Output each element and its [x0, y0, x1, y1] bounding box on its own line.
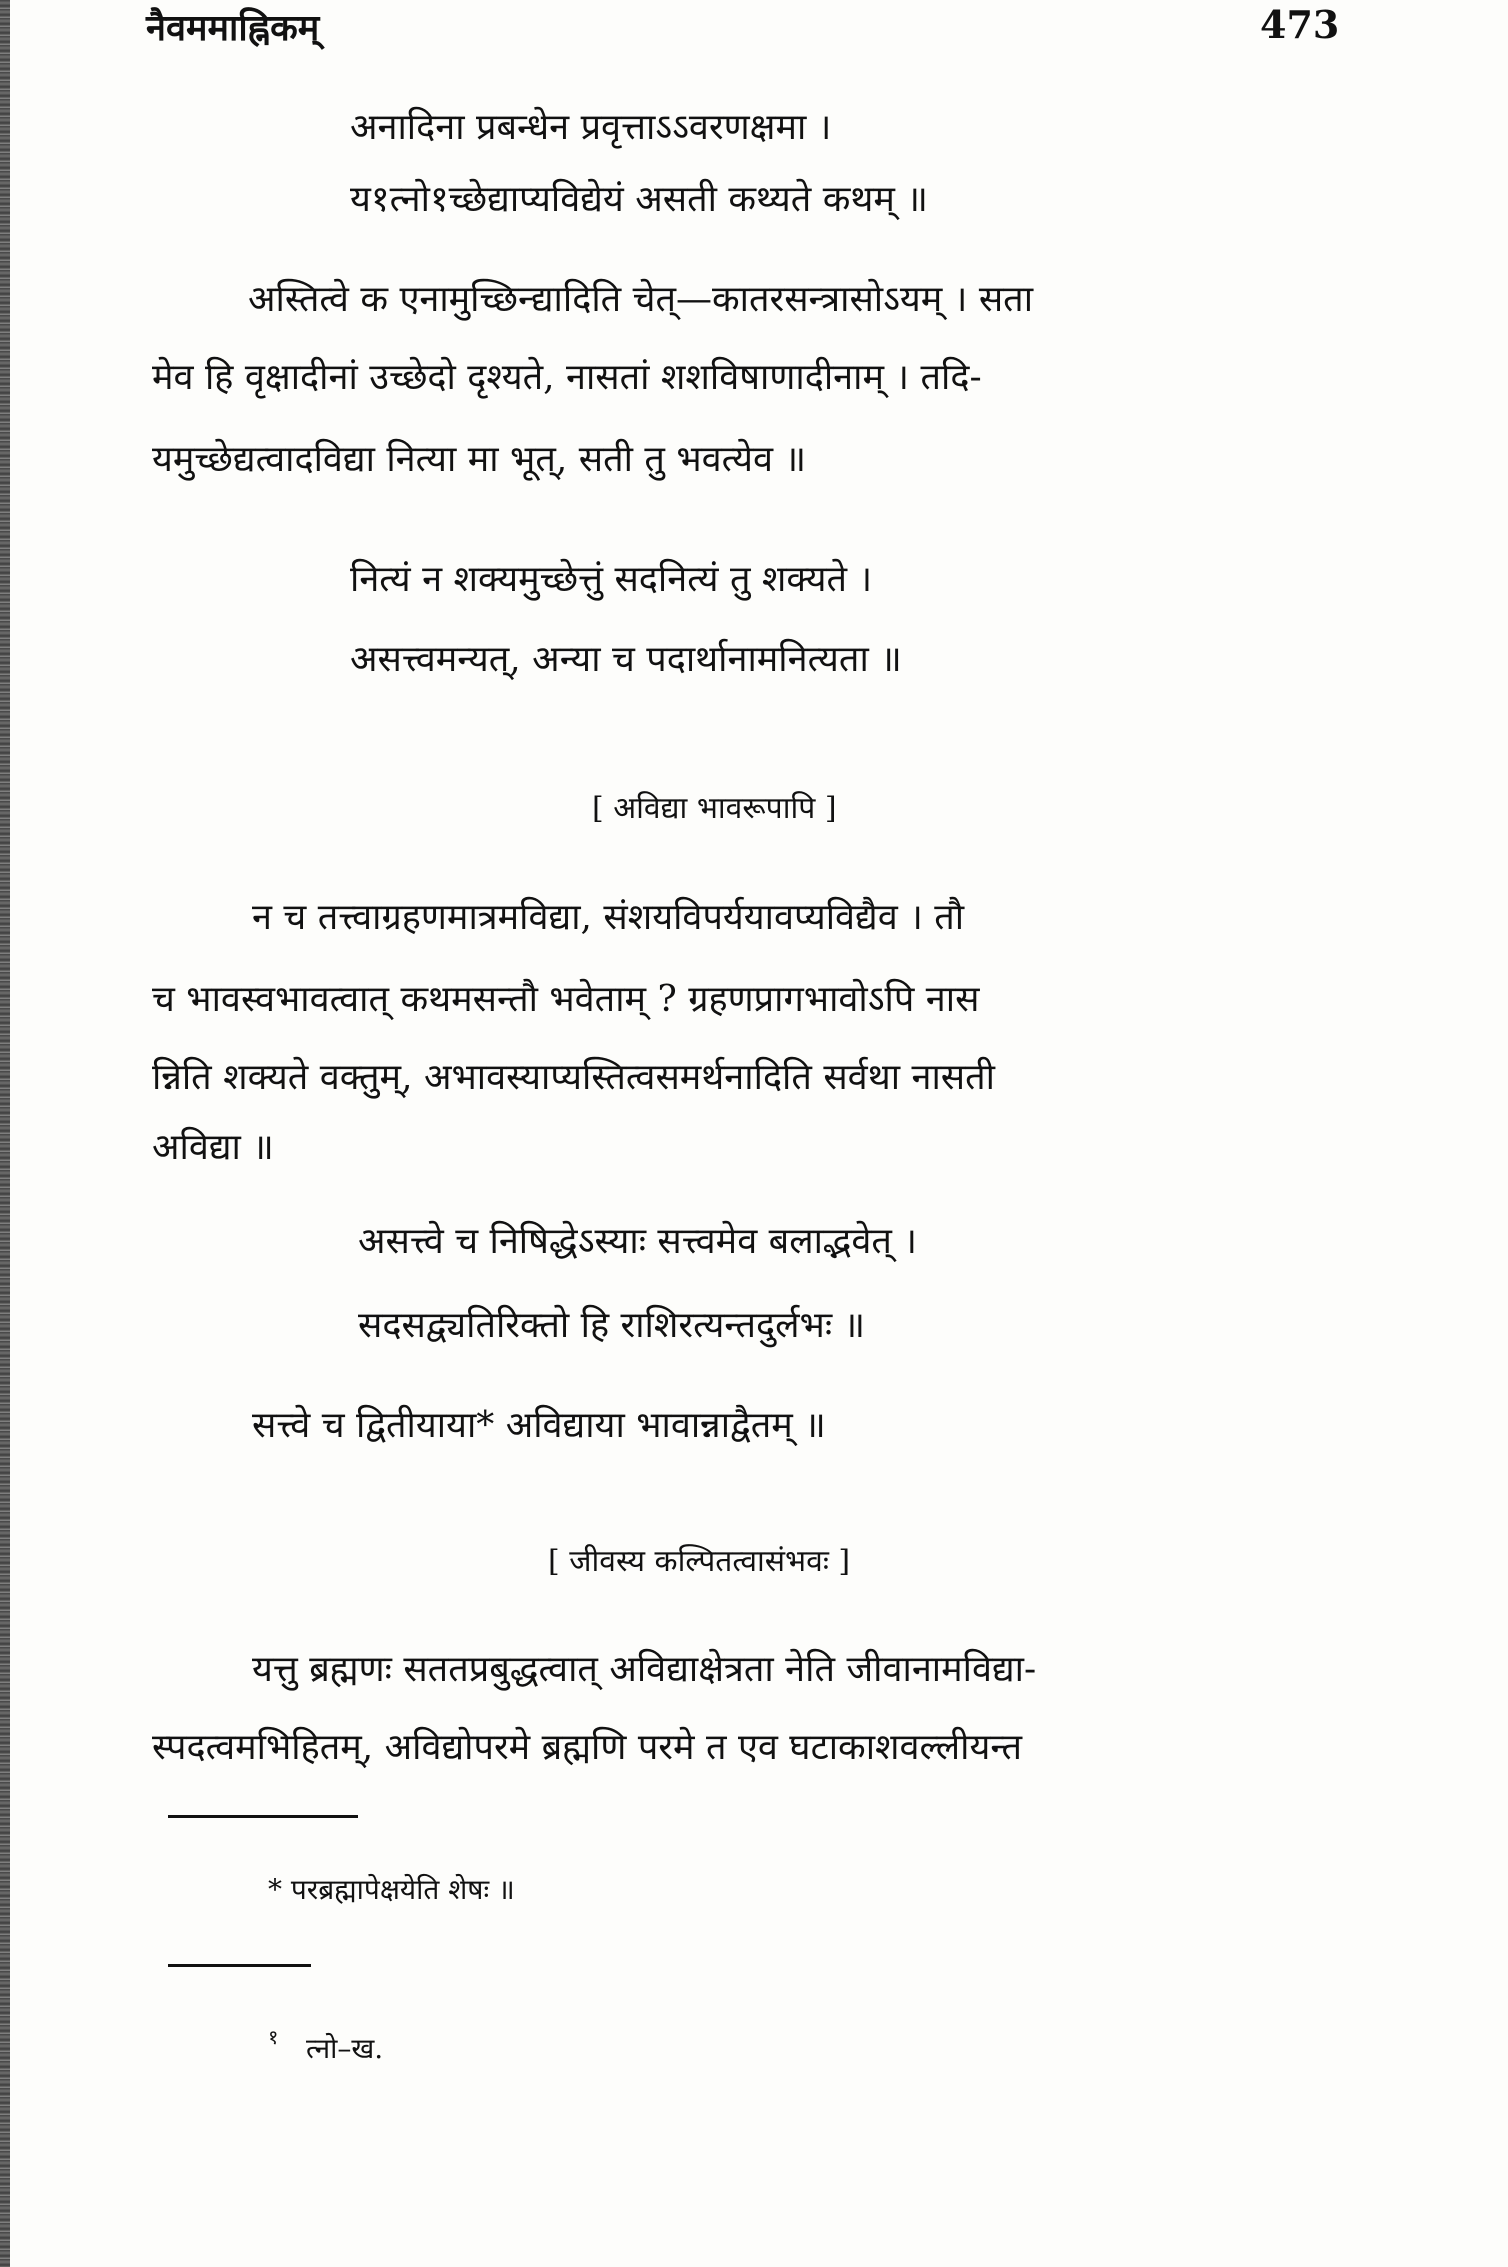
verse3-line1: असत्त्वे च निषिद्धेऽस्याः सत्त्वमेव बलाद्भवेत् । — [358, 1221, 917, 1262]
footnote-one-text: त्नो–ख. — [306, 2032, 384, 2065]
para1-line1: अस्तित्वे क एनामुच्छिन्द्यादिति चेत्—कातरसन्त्रासोऽयम् । सता — [248, 279, 1034, 320]
footnote-one-marker: १ — [268, 2025, 279, 2049]
para2-line4: अविद्या ॥ — [152, 1127, 274, 1168]
footnote-rule-secondary — [168, 1964, 311, 1967]
verse2-line1: नित्यं न शक्यमुच्छेत्तुं सदनित्यं तु शक्यते । — [350, 559, 873, 600]
para1-line2: मेव हि वृक्षादीनां उच्छेदो दृश्यते, नासतां शशविषाणादीनाम् । तदि- — [152, 357, 982, 398]
page-number: 473 — [1260, 2, 1340, 47]
para2-line2: च भावस्वभावत्वात् कथमसन्तौ भवेताम् ? ग्रहणप्रागभावोऽपि नास — [152, 979, 980, 1020]
para2-line3: न्निति शक्यते वक्तुम्, अभावस्याप्यस्तित्वसमर्थनादिति सर्वथा नासती — [152, 1057, 995, 1098]
footnote-star: * परब्रह्मापेक्षयेति शेषः ॥ — [268, 1873, 515, 1906]
para3-line1: यत्तु ब्रह्मणः सततप्रबुद्धत्वात् अविद्याक्षेत्रता नेति जीवानामविद्या- — [252, 1649, 1037, 1690]
para1-line3: यमुच्छेद्यत्वादविद्या नित्या मा भूत्, सती तु भवत्येव ॥ — [152, 439, 807, 480]
para3-line2: स्पदत्वमभिहितम्, अविद्योपरमे ब्रह्मणि परमे त एव घटाकाशवल्लीयन्त — [152, 1727, 1022, 1768]
running-header-title: नैवममाह्निकम् — [146, 7, 320, 49]
verse1-line2: य१त्नो१च्छेद्याप्यविद्येयं असती कथ्यते कथम् ॥ — [350, 179, 928, 220]
page-binding-edge — [0, 0, 10, 2267]
footnote-rule — [168, 1815, 358, 1818]
para2-line1: न च तत्त्वाग्रहणमात्रमविद्या, संशयविपर्ययावप्यविद्यैव । तौ — [252, 897, 965, 938]
section-heading-jiva: [ जीवस्य कल्पितत्वासंभवः ] — [548, 1544, 851, 1579]
verse2-line2: असत्त्वमन्यत्, अन्या च पदार्थानामनित्यता ॥ — [350, 639, 902, 680]
verse1-line1: अनादिना प्रबन्धेन प्रवृत्ताऽऽवरणक्षमा । — [350, 107, 832, 148]
section-heading-avidya: [ अविद्या भावरूपापि ] — [592, 791, 837, 826]
verse3-line3: सत्त्वे च द्वितीयाया* अविद्याया भावान्नाद्वैतम् ॥ — [252, 1405, 826, 1446]
verse3-line2: सदसद्व्यतिरिक्तो हि राशिरत्यन्तदुर्लभः ॥ — [358, 1305, 866, 1346]
